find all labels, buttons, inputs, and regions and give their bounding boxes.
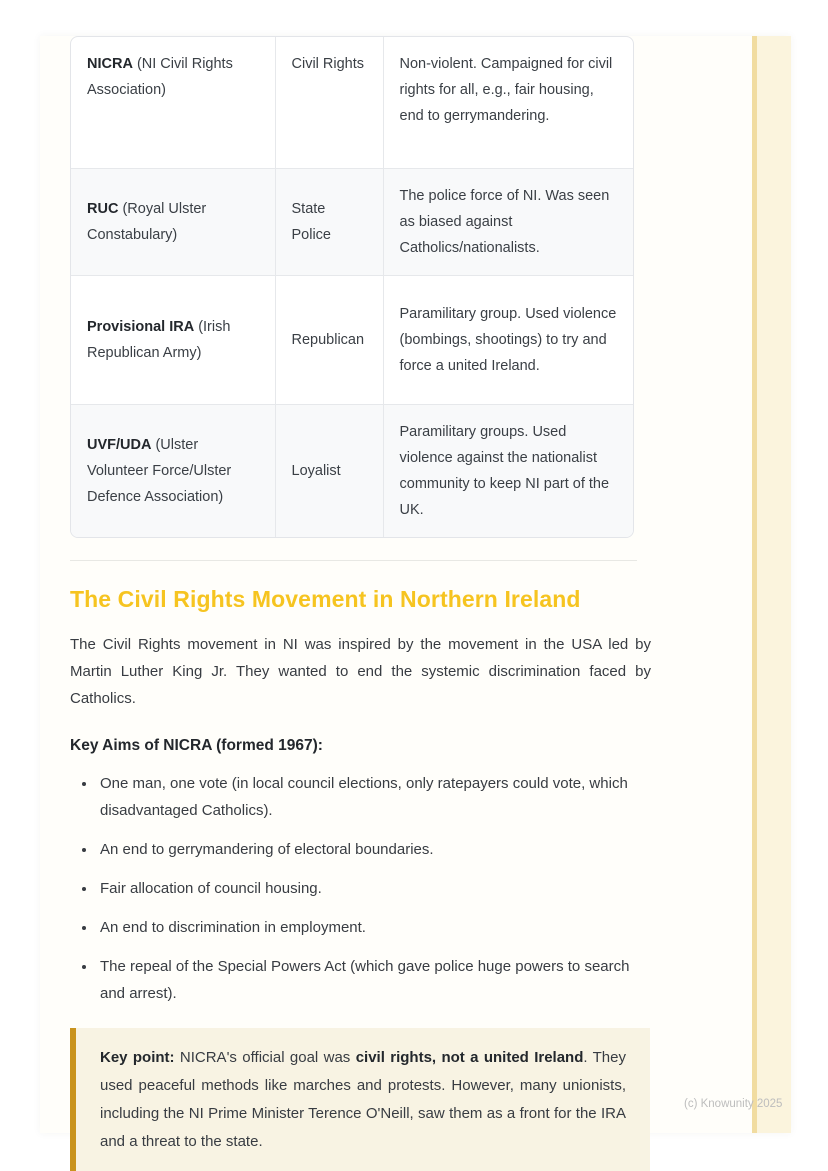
list-item: • An end to gerrymandering of electoral boundaries.	[97, 836, 651, 863]
list-item: • Fair allocation of council housing.	[97, 875, 651, 902]
group-description-cell: Paramilitary groups. Used violence against the nationalist community to keep NI part of the UK.	[383, 404, 633, 537]
groups-table	[70, 36, 634, 538]
key-point-segment: NICRA's official goal was	[174, 1049, 356, 1067]
list-item: • The repeal of the Special Powers Act (which gave police huge powers to search and arrest).	[97, 953, 651, 1007]
key-point-label: Key point:	[100, 1049, 175, 1067]
group-description-cell: Non-violent. Campaigned for civil rights for all, e.g., fair housing, end to gerrymandering.	[383, 37, 633, 168]
section-divider	[70, 560, 637, 561]
intro-paragraph: The Civil Rights movement in NI was inspired by the movement in the USA led by Martin Luther King Jr. They wanted to end the systemic discrimination faced by Catholics.	[70, 636, 651, 708]
key-point-segment: . They used peaceful methods like marches and protests. However, many unionists, including the NI Prime Minister Terence O'Neill, saw them as a front for the IRA and a threat to the state.	[100, 1049, 626, 1151]
group-name-cell	[71, 168, 275, 275]
section-heading: The Civil Rights Movement in Northern Ireland	[70, 585, 581, 612]
group-name-cell	[71, 404, 275, 537]
group-name-rest: (Ulster Volunteer Force/Ulster Defence Association)	[87, 436, 232, 505]
group-name-rest: (Royal Ulster Constabulary)	[87, 200, 207, 243]
document-page	[40, 36, 791, 1151]
group-name-bold: Provisional IRA	[87, 318, 195, 335]
group-type-cell: State Police	[275, 168, 383, 275]
copyright-watermark: (c) Knowunity 2025	[684, 1098, 783, 1110]
group-name-rest: (Irish Republican Army)	[87, 318, 231, 361]
table-row	[71, 275, 633, 404]
aims-heading: Key Aims of NICRA (formed 1967):	[70, 737, 323, 755]
group-description-cell: The police force of NI. Was seen as biased against Catholics/nationalists.	[383, 168, 633, 275]
group-name-bold: UVF/UDA	[87, 436, 152, 453]
list-item: • An end to discrimination in employment.	[97, 914, 651, 941]
group-name-cell	[71, 275, 275, 404]
key-point-bold-segment: civil rights, not a united Ireland	[355, 1049, 584, 1067]
table-row	[71, 404, 633, 537]
table-row	[71, 37, 633, 168]
table-row	[71, 168, 633, 275]
group-type-cell: Republican	[275, 275, 383, 404]
group-type-cell: Loyalist	[275, 404, 383, 537]
group-name-bold: NICRA	[87, 56, 133, 72]
page-side-band	[752, 36, 791, 1133]
groups-table-grid	[71, 37, 633, 537]
group-type-cell: Civil Rights	[275, 37, 383, 168]
group-name-bold: RUC	[87, 200, 119, 217]
page-content	[70, 36, 651, 1171]
group-name-cell	[71, 37, 275, 168]
group-name-rest: (NI Civil Rights Association)	[87, 56, 233, 98]
list-item: • One man, one vote (in local council elections, only ratepayers could vote, which disadvantaged Catholics).	[97, 770, 651, 824]
aims-list	[70, 770, 651, 1007]
key-point-callout	[70, 1028, 650, 1171]
group-description-cell: Paramilitary group. Used violence (bombings, shootings) to try and force a united Ireland.	[383, 275, 633, 404]
key-point-text	[100, 1044, 626, 1156]
